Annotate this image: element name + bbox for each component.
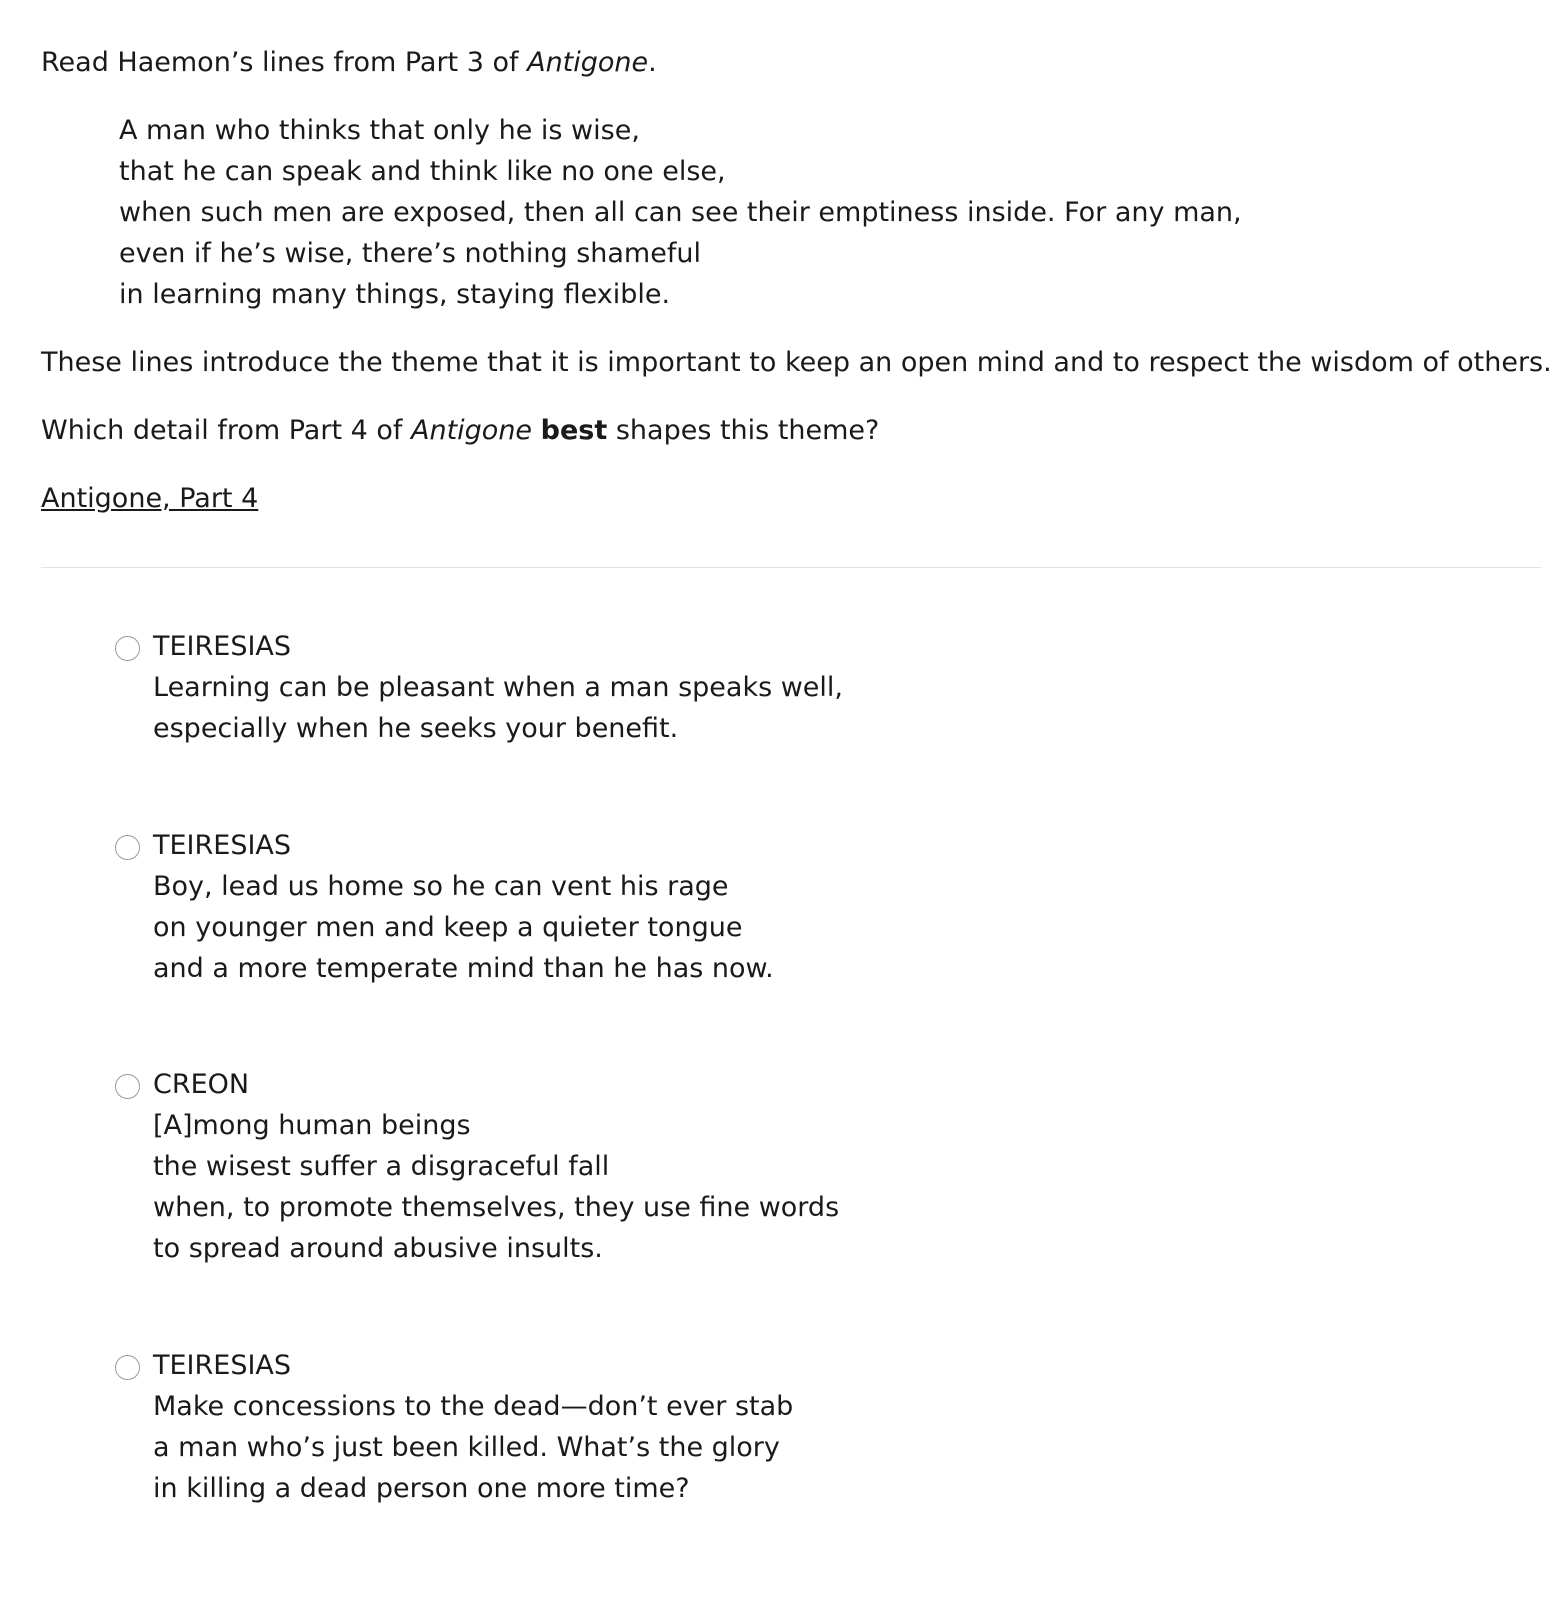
intro-text — [41, 42, 657, 83]
option-text — [153, 1064, 839, 1269]
quote-line: A man who thinks that only he is wise, — [119, 115, 640, 146]
divider — [41, 567, 1541, 568]
option-line: Make concessions to the dead—don’t ever stab — [153, 1391, 794, 1422]
option-speaker: CREON — [153, 1069, 250, 1100]
option-line: especially when he seeks your benefit. — [153, 713, 679, 744]
radio-button[interactable] — [115, 835, 140, 860]
radio-button[interactable] — [115, 1074, 140, 1099]
option-line: and a more temperate mind than he has now. — [153, 953, 774, 984]
intro-title: Antigone — [527, 47, 649, 78]
quote-line: even if he’s wise, there’s nothing shameful — [119, 238, 701, 269]
option-text — [153, 626, 843, 749]
theme-statement: These lines introduce the theme that it is important to keep an open mind and to respect the wisdom of others. — [41, 347, 1552, 378]
quote-line: when such men are exposed, then all can see their emptiness inside. For any man, — [119, 197, 1242, 228]
radio-button[interactable] — [115, 1355, 140, 1380]
question-emphasis: best — [540, 415, 608, 446]
option-text — [153, 825, 774, 989]
source-link[interactable]: Antigone, Part 4 — [41, 483, 259, 514]
option-text — [153, 1345, 793, 1509]
intro-suffix: . — [648, 47, 657, 78]
question-suffix: shapes this theme? — [607, 415, 880, 446]
option-line: the wisest suffer a disgraceful fall — [153, 1151, 610, 1182]
option-speaker: TEIRESIAS — [153, 1350, 292, 1381]
question-text — [41, 410, 879, 451]
question-title: Antigone — [410, 415, 533, 446]
quote-line: that he can speak and think like no one else, — [119, 156, 726, 187]
option-line: when, to promote themselves, they use fine words — [153, 1192, 840, 1223]
radio-button[interactable] — [115, 636, 140, 661]
option-speaker: TEIRESIAS — [153, 631, 292, 662]
option-line: to spread around abusive insults. — [153, 1233, 603, 1264]
question-prefix: Which detail from Part 4 of — [41, 415, 411, 446]
option-speaker: TEIRESIAS — [153, 830, 292, 861]
quote-passage — [119, 110, 1242, 315]
option-line: in killing a dead person one more time? — [153, 1473, 690, 1504]
option-line: Learning can be pleasant when a man speaks well, — [153, 672, 844, 703]
option-line: Boy, lead us home so he can vent his rage — [153, 871, 729, 902]
option-line: a man who’s just been killed. What’s the glory — [153, 1432, 780, 1463]
option-line: [A]mong human beings — [153, 1110, 471, 1141]
intro-prefix: Read Haemon’s lines from Part 3 of — [41, 47, 528, 78]
option-line: on younger men and keep a quieter tongue — [153, 912, 743, 943]
quote-line: in learning many things, staying flexible. — [119, 279, 671, 310]
